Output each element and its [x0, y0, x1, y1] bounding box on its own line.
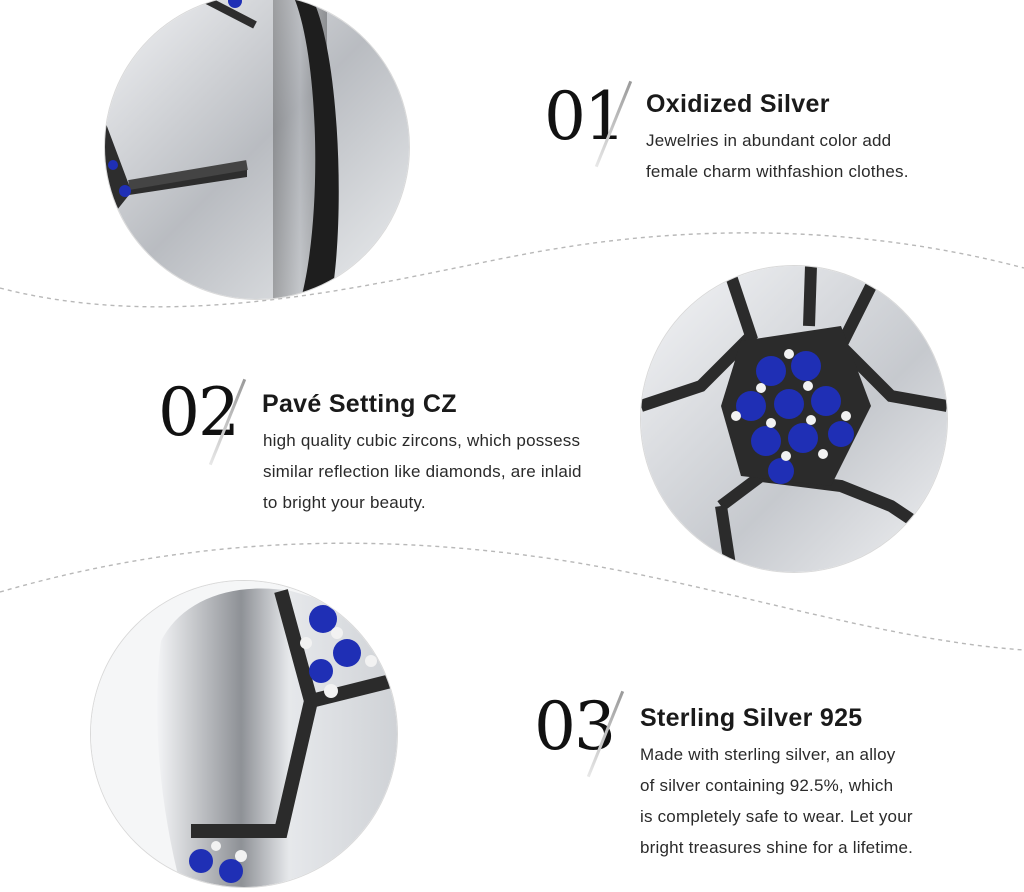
description-line: is completely safe to wear. Let your: [640, 807, 913, 826]
description-line: Jewelries in abundant color add: [646, 131, 892, 150]
feature-number: 03: [534, 688, 614, 765]
feature-description: [263, 425, 582, 518]
feature-title: Sterling Silver 925: [640, 704, 863, 732]
description-line: similar reflection like diamonds, are inlaid: [263, 462, 582, 481]
feature-title: Pavé Setting CZ: [262, 390, 457, 418]
description-line: of silver containing 92.5%, which: [640, 776, 894, 795]
feature-description: [640, 739, 913, 863]
description-line: Made with sterling silver, an alloy: [640, 745, 896, 764]
feature-title: Oxidized Silver: [646, 90, 830, 118]
feature-number: 01: [544, 78, 624, 155]
description-line: female charm withfashion clothes.: [646, 162, 909, 181]
description-line: high quality cubic zircons, which possess: [263, 431, 581, 450]
feature-description: [646, 125, 909, 187]
description-line: bright treasures shine for a lifetime.: [640, 838, 914, 857]
description-line: to bright your beauty.: [263, 493, 426, 512]
photo-oxidized-silver: [104, 0, 410, 300]
feature-number: 02: [158, 374, 238, 451]
photo-sterling-silver: [90, 580, 398, 888]
photo-pave-setting: [640, 265, 948, 573]
